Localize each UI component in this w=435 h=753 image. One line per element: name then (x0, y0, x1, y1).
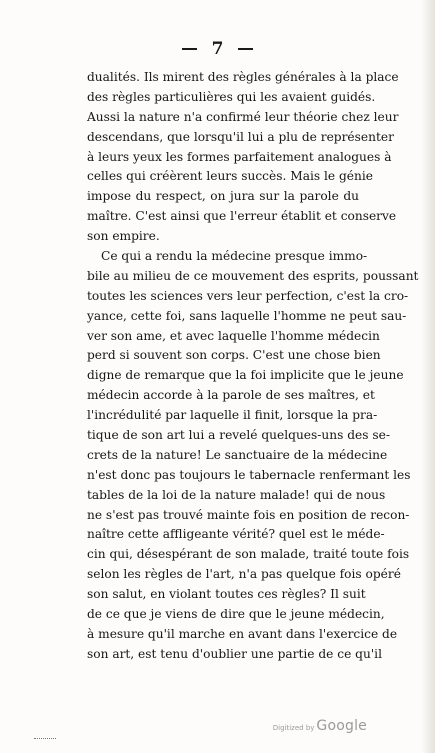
text-line: impose du respect, on jura sur la parole du (87, 189, 359, 204)
text-line: à leurs yeux les formes parfaitement analogues à (87, 149, 392, 164)
text-line: crets de la nature! Le sanctuaire de la médecine (87, 447, 388, 462)
text-line: digne de remarque que la foi implicite que le jeune (87, 368, 404, 383)
text-line: descendans, que lorsqu'il lui a plu de représenter (87, 129, 394, 144)
header-dash-right (238, 48, 253, 50)
page-header (0, 38, 435, 60)
text-line: tique de son art lui a revelé quelques-uns des se- (87, 428, 390, 443)
text-line: selon les règles de l'art, n'a pas quelque fois opéré (87, 567, 401, 582)
text-line: maître. C'est ainsi que l'erreur établit et conserve (87, 209, 397, 224)
page-number: 7 (211, 38, 224, 59)
text-line: tables de la loi de la nature malade! qui de nous (87, 487, 386, 502)
text-line: de ce que je viens de dire que le jeune médecin, (87, 607, 385, 622)
text-line: n'est donc pas toujours le tabernacle renfermant les (87, 467, 411, 482)
text-line: toutes les sciences vers leur perfection, c'est la cro- (87, 288, 409, 303)
watermark-prefix: Digitized by (272, 724, 315, 732)
text-line: ne s'est pas trouvé mainte fois en position de recon- (87, 507, 410, 522)
header-dash-left (182, 48, 197, 50)
text-line: bile au milieu de ce mouvement des esprits, poussant (87, 268, 419, 283)
text-line: à mesure qu'il marche en avant dans l'exercice de (87, 626, 398, 641)
text-line: médecin accorde à la parole de ses maîtres, et (87, 388, 375, 403)
text-line: cin qui, désespérant de son malade, traité toute fois (87, 547, 410, 562)
text-line: son salut, en violant toutes ces règles? Il suit (87, 587, 366, 602)
text-line: des règles particulières qui les avaient guidés. (87, 89, 376, 104)
text-line: l'incrédulité par laquelle il finit, lorsque la pra- (87, 408, 378, 423)
text-line: son art, est tenu d'oublier une partie de ce qu'il (87, 646, 382, 661)
google-digitized-watermark (273, 715, 367, 735)
text-line: perd si souvent son corps. C'est une chose bien (87, 348, 381, 363)
google-logo: Google (316, 718, 367, 734)
text-line: Ce qui a rendu la médecine presque immo- (101, 249, 368, 264)
text-line: Aussi la nature n'a confirmé leur théorie chez leur (87, 109, 399, 124)
text-line: celles qui créèrent leurs succès. Mais le génie (87, 169, 373, 184)
text-line: naître cette affligeante vérité? quel est le méde- (87, 527, 385, 542)
body-text (87, 68, 419, 665)
text-line: dualités. Ils mirent des règles générales à la place (87, 70, 399, 84)
page-corner-mark (34, 738, 56, 745)
text-line: ver son ame, et avec laquelle l'homme médecin (87, 328, 380, 343)
page-fold-shadow (421, 0, 435, 753)
text-line: son empire. (87, 229, 160, 244)
text-line: yance, cette foi, sans laquelle l'homme ne peut sau- (87, 308, 407, 323)
